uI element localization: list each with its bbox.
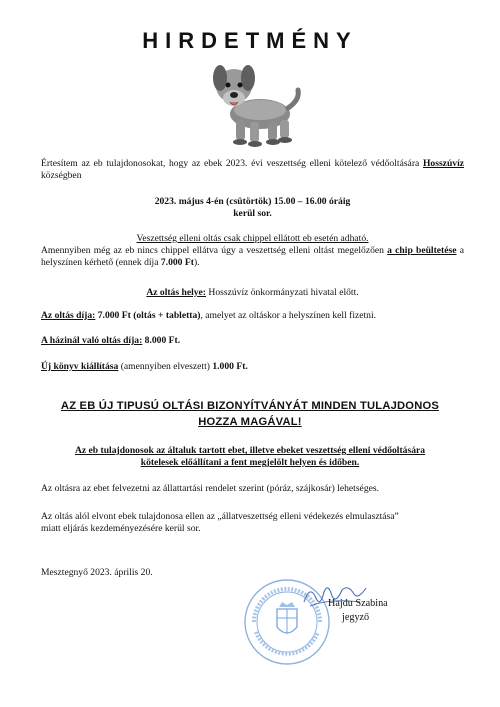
vaccination-date-continued: kerül sor. [233,208,272,219]
location-text: Hosszúvíz önkormányzati hivatal előtt. [206,287,359,298]
place-and-date: Mesztegnyő 2023. április 20. [41,567,153,578]
chip-paragraph [41,245,464,269]
dog-illustration [200,52,310,152]
chip-text-1: Amennyiben még az eb nincs chippel ellátva úgy a veszettség elleni oltást megelőzően [41,245,388,256]
fee-amount: 7.000 Ft (oltás + tabletta) [95,310,201,321]
owner-obligation-continued: kötelesek előállítani a fent megjelölt helyen és időben. [140,457,360,468]
home-fee-amount: 8.000 Ft. [142,335,181,346]
home-fee-label: A házinál való oltás díja: [41,335,143,346]
fee-text: , amelyet az oltáskor a helyszínen kell fizetni. [200,310,377,321]
new-booklet-text: (amennyiben elveszett) [118,361,213,372]
penalty-note-continued: miatt eljárás kezdeményezésére kerül sor. [41,523,201,534]
vaccination-fee [41,310,464,322]
penalty-note: Az oltás alól elvont ebek tulajdonosa ellen az „állatveszettség elleni védekezés elmulasztása” [41,511,399,522]
fee-label: Az oltás díja: [41,310,96,321]
location-label: Az oltás helye: [146,287,206,298]
certificate-warning-continued: HOZZA MAGÁVAL! [198,416,302,428]
new-booklet-label: Új könyv kiállítása [41,361,119,372]
owner-obligation: Az eb tulajdonosok az általuk tartott ebet, illetve ebeket veszettség elleni védőoltására [74,445,426,456]
leash-muzzle-note: Az oltásra az ebet felvezetni az állattartási rendelet szerint (póráz, szájkosár) lehetséges. [41,483,380,494]
vaccination-location [41,287,464,299]
intro-text-2: községben [41,170,82,181]
new-booklet-fee [41,361,464,373]
chip-text-2: a helyszínen kérhető (ennek díja [41,245,464,268]
chip-notice: Veszettség elleni oltás csak chippel ellátott eb esetén adható. [136,233,369,244]
signer-title: jegyző [342,612,370,623]
village-name: Hosszúvíz [422,158,464,169]
home-vaccination-fee [41,335,464,347]
notice-title: HIRDETMÉNY [142,28,358,53]
chip-text-3: ). [193,257,200,268]
intro-paragraph [41,158,464,182]
new-booklet-amount: 1.000 Ft. [212,361,248,372]
chip-price: 7.000 Ft [160,257,194,268]
vaccination-date: 2023. május 4-én (csütörtök) 15.00 – 16.00 óráig [154,196,351,207]
signer-name: Hajdu Szabina [328,598,388,609]
chip-implant: a chip beültetése [387,245,457,256]
certificate-warning: AZ EB ÚJ TIPUSÚ OLTÁSI BIZONYÍTVÁNYÁT MINDEN TULAJDONOS [60,400,440,412]
intro-text-1: Értesítem az eb tulajdonosokat, hogy az ebek 2023. évi veszettség elleni kötelező védőoltására [41,158,423,169]
